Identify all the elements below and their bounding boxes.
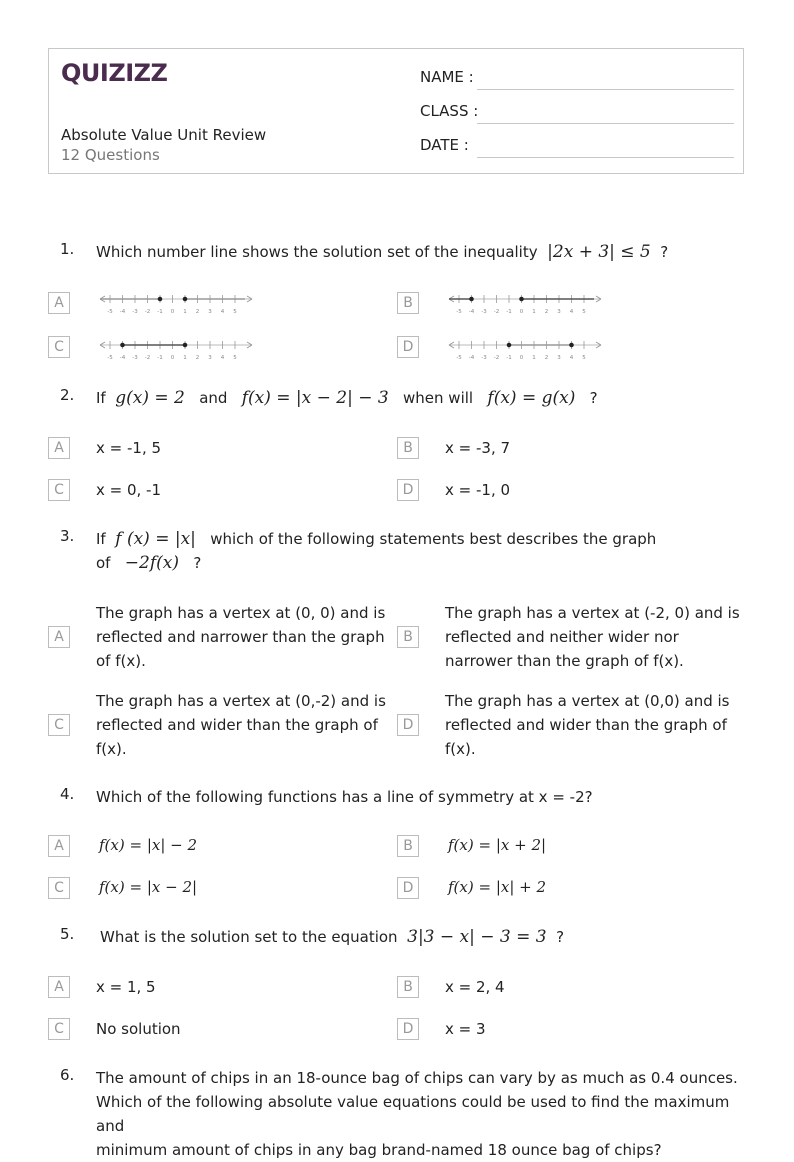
name-field[interactable] [420, 68, 734, 90]
option-d-text: x = -1, 0 [445, 481, 511, 499]
tick-label: 3 [208, 355, 212, 361]
tick-label: 1 [183, 309, 187, 315]
option-b-box[interactable]: B [397, 976, 419, 998]
option-line: narrower than the graph of f(x). [445, 652, 684, 670]
equation-math: 3|3 − x| − 3 = 3 [407, 927, 547, 947]
tick-label: -2 [493, 309, 500, 315]
tick-label: -5 [107, 355, 113, 361]
option-line: reflected and narrower than the graph [96, 628, 385, 646]
tick-label: -3 [132, 355, 138, 361]
tick-label: 5 [233, 309, 237, 315]
question-mark: ? [556, 928, 565, 946]
q2-and: and [199, 389, 228, 407]
question-number: 1. [60, 240, 75, 258]
question-line: The amount of chips in an 18-ounce bag of chips can vary by as much as 0.4 ounces. [96, 1069, 738, 1087]
endpoint-dot [121, 343, 125, 347]
option-line: The graph has a vertex at (0, 0) and is [96, 604, 386, 622]
option-d-box[interactable]: D [397, 714, 419, 736]
question-mark: ? [589, 389, 598, 407]
option-line: f(x). [445, 740, 476, 758]
name-line [477, 89, 734, 90]
option-c-box[interactable]: C [48, 479, 70, 501]
q2-if: If [96, 389, 106, 407]
option-c-text: No solution [96, 1020, 181, 1038]
name-label: NAME : [420, 68, 474, 86]
tick-label: -2 [144, 355, 151, 361]
option-b-text [445, 601, 740, 673]
number-line-option-b [447, 290, 603, 316]
number-line-option-a [98, 290, 254, 316]
question-text [96, 527, 736, 575]
option-c-text [96, 689, 386, 761]
question-prompt: Which number line shows the solution set of the inequality [96, 243, 538, 261]
tick-label: 2 [195, 355, 200, 361]
option-line: reflected and wider than the graph of [96, 716, 378, 734]
tick-label: 3 [208, 309, 212, 315]
option-b-box[interactable]: B [397, 437, 419, 459]
tick-label: -1 [506, 309, 512, 315]
question-mark: ? [660, 243, 669, 261]
tick-label: 2 [544, 355, 549, 361]
q2-f-math: f(x) = |x − 2| − 3 [241, 388, 389, 408]
option-d-text: x = 3 [445, 1020, 486, 1038]
endpoint-dot [520, 297, 524, 301]
question-number: 2. [60, 386, 75, 404]
tick-label: 0 [170, 309, 175, 315]
q3-of: of [96, 554, 111, 572]
option-c-box[interactable]: C [48, 714, 70, 736]
tick-label: -2 [144, 309, 151, 315]
question-text: Which of the following functions has a line of symmetry at x = -2? [96, 788, 593, 806]
tick-label: -2 [493, 355, 500, 361]
option-c-box[interactable]: C [48, 1018, 70, 1040]
tick-label: -5 [456, 309, 462, 315]
option-d-box[interactable]: D [397, 479, 419, 501]
question-text [96, 1066, 756, 1162]
inequality-math: |2x + 3| ≤ 5 [547, 242, 651, 262]
tick-label: 0 [170, 355, 175, 361]
tick-label: -4 [468, 309, 475, 315]
question-number: 6. [60, 1066, 75, 1084]
option-a-text: f(x) = |x| − 2 [99, 836, 198, 854]
number-line-option-d [447, 336, 603, 362]
tick-label: 4 [220, 355, 225, 361]
tick-label: -1 [157, 355, 163, 361]
option-line: reflected and wider than the graph of [445, 716, 727, 734]
endpoint-dot [183, 343, 187, 347]
option-b-text: x = 2, 4 [445, 978, 505, 996]
class-label: CLASS : [420, 102, 479, 120]
option-a-box[interactable]: A [48, 292, 70, 314]
class-field[interactable] [420, 102, 734, 124]
question-prompt: What is the solution set to the equation [100, 928, 398, 946]
tick-label: 1 [183, 355, 187, 361]
question-mark: ? [193, 554, 202, 572]
endpoint-dot [183, 297, 187, 301]
question-text [100, 925, 564, 949]
question-number: 5. [60, 925, 75, 943]
tick-label: -3 [481, 355, 487, 361]
q2-fg-math: f(x) = g(x) [487, 388, 576, 408]
q3-f-math: f (x) = |x| [115, 529, 196, 549]
endpoint-dot [570, 343, 574, 347]
option-line: The graph has a vertex at (0,-2) and is [96, 692, 386, 710]
worksheet-title: Absolute Value Unit Review [61, 126, 267, 144]
option-b-box[interactable]: B [397, 292, 419, 314]
date-label: DATE : [420, 136, 469, 154]
option-a-text: x = -1, 5 [96, 439, 162, 457]
endpoint-dot [507, 343, 511, 347]
option-line: The graph has a vertex at (-2, 0) and is [445, 604, 740, 622]
option-line: reflected and neither wider nor [445, 628, 679, 646]
tick-label: 2 [544, 309, 549, 315]
question-text [96, 240, 668, 264]
tick-label: 2 [195, 309, 200, 315]
option-a-box[interactable]: A [48, 626, 70, 648]
tick-label: 1 [532, 309, 536, 315]
question-count: 12 Questions [61, 146, 160, 164]
question-number: 3. [60, 527, 75, 545]
worksheet-header [48, 48, 744, 174]
q2-when: when will [403, 389, 474, 407]
tick-label: -1 [506, 355, 512, 361]
tick-label: 4 [220, 309, 225, 315]
option-c-text: x = 0, -1 [96, 481, 162, 499]
option-d-box[interactable]: D [397, 336, 419, 358]
option-a-box[interactable]: A [48, 437, 70, 459]
tick-label: 1 [532, 355, 536, 361]
option-a-box[interactable]: A [48, 976, 70, 998]
option-b-text: f(x) = |x + 2| [448, 836, 547, 854]
tick-label: -1 [157, 309, 163, 315]
tick-label: 4 [569, 355, 574, 361]
tick-label: 0 [519, 309, 524, 315]
q2-g-math: g(x) = 2 [115, 388, 185, 408]
quizizz-logo: QUIZIZZ [61, 59, 168, 87]
option-c-box[interactable]: C [48, 336, 70, 358]
tick-label: -3 [481, 309, 487, 315]
option-a-text: x = 1, 5 [96, 978, 156, 996]
option-a-box[interactable]: A [48, 835, 70, 857]
option-line: of f(x). [96, 652, 146, 670]
tick-label: -4 [119, 309, 126, 315]
tick-label: -4 [119, 355, 126, 361]
date-field[interactable] [420, 136, 734, 158]
endpoint-dot [470, 297, 474, 301]
q3-if: If [96, 530, 106, 548]
tick-label: 3 [557, 355, 561, 361]
number-line-option-c [98, 336, 254, 362]
tick-label: -5 [456, 355, 462, 361]
option-b-box[interactable]: B [397, 835, 419, 857]
question-line: minimum amount of chips in any bag brand-named 18 ounce bag of chips? [96, 1141, 662, 1159]
option-d-box[interactable]: D [397, 877, 419, 899]
option-b-text: x = -3, 7 [445, 439, 511, 457]
tick-label: 0 [519, 355, 524, 361]
tick-label: -4 [468, 355, 475, 361]
tick-label: 5 [582, 355, 586, 361]
option-a-text [96, 601, 385, 673]
tick-label: 4 [569, 309, 574, 315]
tick-label: 3 [557, 309, 561, 315]
option-b-box[interactable]: B [397, 626, 419, 648]
option-line: The graph has a vertex at (0,0) and is [445, 692, 730, 710]
question-line: Which of the following absolute value equations could be used to find the maximum and [96, 1093, 730, 1135]
question-text [96, 386, 598, 410]
option-d-text [445, 689, 730, 761]
q3-prompt: which of the following statements best describes the graph [210, 530, 657, 548]
q3-neg2f-math: −2f(x) [124, 553, 179, 573]
tick-label: 5 [582, 309, 586, 315]
tick-label: -5 [107, 309, 113, 315]
tick-label: 5 [233, 355, 237, 361]
class-line [477, 123, 734, 124]
date-line [477, 157, 734, 158]
option-d-box[interactable]: D [397, 1018, 419, 1040]
option-line: f(x). [96, 740, 127, 758]
option-c-box[interactable]: C [48, 877, 70, 899]
question-number: 4. [60, 785, 75, 803]
tick-label: -3 [132, 309, 138, 315]
option-c-text: f(x) = |x − 2| [99, 878, 198, 896]
option-d-text: f(x) = |x| + 2 [448, 878, 547, 896]
endpoint-dot [158, 297, 162, 301]
